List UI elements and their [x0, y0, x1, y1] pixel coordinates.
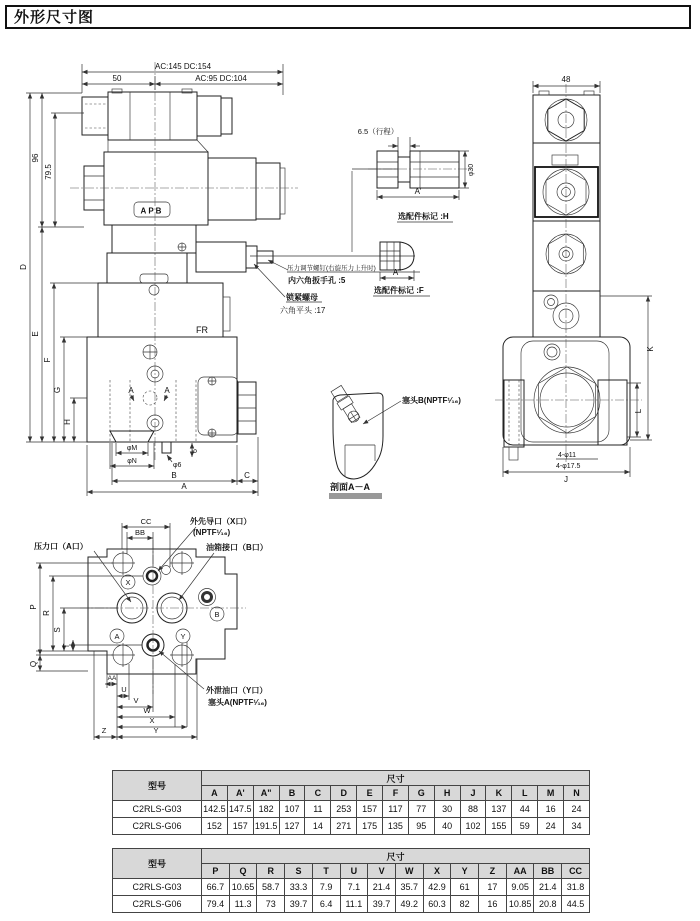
front-view-left-dimensions	[19, 93, 98, 442]
model-cell: C2RLS-G03	[113, 879, 202, 896]
plug-b	[330, 385, 362, 425]
table-col-header: L	[512, 786, 538, 801]
section-arrow-a-left: A	[128, 386, 134, 395]
ann-pilot-line1: 外先导口（X口）	[190, 517, 252, 526]
dim-cell: 271	[331, 818, 357, 835]
dim-cell: 175	[357, 818, 383, 835]
ann-lock-nut: 锁紧螺母	[286, 293, 318, 302]
table-col-header: BB	[534, 864, 562, 879]
table-col-header: A"	[253, 786, 279, 801]
table-col-header: D	[331, 786, 357, 801]
dim-f: F	[43, 357, 52, 363]
page-title: 外形尺寸图	[5, 5, 691, 29]
dim-cell: 30	[434, 801, 460, 818]
table-model-header: 型号	[113, 849, 202, 879]
dim-j: J	[564, 475, 568, 484]
table-col-header: N	[564, 786, 590, 801]
dim-48: 48	[561, 75, 571, 84]
dim-cell: 191.5	[253, 818, 279, 835]
dim-cell: 79.4	[202, 896, 230, 913]
dim-cell: 21.4	[368, 879, 396, 896]
dim-cell: 58.7	[257, 879, 285, 896]
dim-aa: AA	[107, 675, 117, 682]
dim-k: K	[646, 346, 655, 352]
dim-cell: 10.85	[506, 896, 534, 913]
dim-cell: 147.5	[227, 801, 253, 818]
dim-cell: 95	[408, 818, 434, 835]
port-label-a: A	[114, 632, 120, 641]
dim-cell: 88	[460, 801, 486, 818]
dim-cell: 9.05	[506, 879, 534, 896]
table-col-header: H	[434, 786, 460, 801]
dim-cell: 182	[253, 801, 279, 818]
section-view	[329, 385, 461, 499]
table-col-header: C	[305, 786, 331, 801]
dim-w: W	[143, 706, 151, 715]
dim-cell: 117	[383, 801, 409, 818]
dim-cell: 82	[451, 896, 479, 913]
ann-holes-large: 4-φ17.5	[556, 463, 581, 470]
dim-u: U	[121, 685, 127, 694]
table-row	[113, 879, 590, 896]
table-col-header: K	[486, 786, 512, 801]
model-cell: C2RLS-G03	[113, 801, 202, 818]
dim-s: S	[53, 627, 62, 633]
dim-cell: 35.7	[395, 879, 423, 896]
table-col-header: T	[312, 864, 340, 879]
ann-drain-line1: 外泄油口（Y口）	[206, 686, 268, 695]
dim-cell: 60.3	[423, 896, 451, 913]
dim-v: V	[133, 696, 139, 705]
dim-phi-m: φM	[126, 445, 138, 452]
dim-coil-offset: 50	[112, 74, 122, 83]
dimension-table-1	[112, 770, 590, 835]
dim-l: L	[634, 408, 643, 414]
table-col-header: F	[383, 786, 409, 801]
apb-badge: APB	[140, 206, 164, 216]
dim-b: B	[171, 471, 177, 480]
dim-cell: 10.65	[229, 879, 257, 896]
dim-cell: 7.9	[312, 879, 340, 896]
dim-stroke: 6.5（行程）	[357, 127, 399, 136]
dim-cell: 42.9	[423, 879, 451, 896]
dim-body-width: AC:95 DC:104	[195, 74, 247, 83]
solenoid-outline	[82, 89, 232, 152]
dim-cell: 127	[279, 818, 305, 835]
dim-cell: 14	[305, 818, 331, 835]
dim-cell: 107	[279, 801, 305, 818]
dim-cell: 16	[479, 896, 507, 913]
model-cell: C2RLS-G06	[113, 818, 202, 835]
table-col-header: CC	[562, 864, 590, 879]
dim-cell: 44.5	[562, 896, 590, 913]
dim-y: Y	[153, 726, 159, 735]
dim-h: H	[63, 419, 72, 425]
dim-cell: 137	[486, 801, 512, 818]
dim-phi-6: φ6	[173, 462, 182, 469]
dim-stud-6: 6	[192, 449, 199, 453]
dim-cell: 7.1	[340, 879, 368, 896]
ann-pilot-line2: (NPTF¹⁄₁₆)	[193, 528, 231, 537]
port-label-b: B	[214, 610, 220, 619]
dim-cell: 16	[538, 801, 564, 818]
ann-drain-line2: 塞头A(NPTF¹⁄₁₆)	[208, 698, 267, 707]
bottom-view	[29, 516, 268, 740]
dim-cell: 44	[512, 801, 538, 818]
table-col-header: V	[368, 864, 396, 879]
dim-d: D	[19, 264, 28, 270]
dim-r: R	[42, 610, 51, 616]
table-row	[113, 818, 590, 835]
dim-z: Z	[101, 726, 107, 735]
section-arrow-a-right: A	[164, 386, 170, 395]
dim-a: A	[181, 482, 187, 491]
dim-cell: 73	[257, 896, 285, 913]
table-col-header: Q	[229, 864, 257, 879]
dim-p: P	[29, 604, 38, 610]
table-col-header: Y	[451, 864, 479, 879]
dim-cell: 11	[305, 801, 331, 818]
dim-cell: 102	[460, 818, 486, 835]
table-col-header: X	[423, 864, 451, 879]
dim-cell: 142.5	[202, 801, 228, 818]
table-col-header: P	[202, 864, 230, 879]
dim-e: E	[31, 331, 40, 337]
dim-phi-30: φ30	[468, 163, 475, 177]
dim-cell: 31.8	[562, 879, 590, 896]
dim-cell: 40	[434, 818, 460, 835]
table-col-header: A'	[227, 786, 253, 801]
dim-cell: 152	[202, 818, 228, 835]
model-cell: C2RLS-G06	[113, 896, 202, 913]
side-view	[495, 75, 655, 484]
dim-cell: 49.2	[395, 896, 423, 913]
dim-bb: BB	[134, 528, 146, 537]
dim-c: C	[244, 471, 250, 480]
option-h-label: 选配件标记 :H	[398, 212, 449, 221]
dim-cc: CC	[140, 517, 152, 526]
ann-hex-flat: 六角平头 :17	[280, 306, 326, 315]
ann-hex-hole: 内六角扳手孔 :5	[288, 276, 346, 285]
ann-holes-small: 4-φ11	[558, 452, 577, 459]
valve-body-outline	[70, 62, 298, 460]
port-label-y: Y	[180, 632, 186, 641]
dim-phi-n: φN	[127, 458, 137, 465]
table-dim-header: 尺寸	[202, 771, 590, 786]
table-model-header: 型号	[113, 771, 202, 801]
ann-pressure: 压力口（A口）	[34, 542, 88, 551]
dim-g: G	[53, 386, 62, 394]
table-col-header: U	[340, 864, 368, 879]
table-col-header: S	[285, 864, 313, 879]
dim-cell: 33.3	[285, 879, 313, 896]
table-col-header: R	[257, 864, 285, 879]
fr-label: FR	[196, 325, 208, 335]
dim-cell: 24	[564, 801, 590, 818]
table-col-header: W	[395, 864, 423, 879]
dim-cell: 6.4	[312, 896, 340, 913]
dim-cell: 61	[451, 879, 479, 896]
dim-cell: 34	[564, 818, 590, 835]
table-row	[113, 896, 590, 913]
dim-cell: 39.7	[285, 896, 313, 913]
dim-a-prime: A'	[414, 187, 422, 196]
ann-adjust-screw: 压力调节螺钉(右旋压力上升时)	[287, 265, 376, 272]
dim-t: T	[62, 643, 71, 649]
section-caption-bar	[329, 493, 382, 499]
table-col-header: B	[279, 786, 305, 801]
table-col-header: M	[538, 786, 564, 801]
dim-cell: 11.1	[340, 896, 368, 913]
dim-cell: 17	[479, 879, 507, 896]
dim-cell: 135	[383, 818, 409, 835]
ann-plug-b: 塞头B(NPTF¹⁄₁₆)	[402, 396, 461, 405]
option-f-label: 选配件标记 :F	[374, 286, 424, 295]
table-col-header: AA	[506, 864, 534, 879]
dim-cell: 157	[227, 818, 253, 835]
table-col-header: A	[202, 786, 228, 801]
table-col-header: G	[408, 786, 434, 801]
dim-total-width: AC:145 DC:154	[154, 62, 212, 71]
cap-nut-detail	[373, 242, 430, 296]
table-col-header: Z	[479, 864, 507, 879]
dim-79-5: 79.5	[44, 164, 53, 180]
table-col-header: E	[357, 786, 383, 801]
dim-x: X	[149, 716, 155, 725]
dim-cell: 21.4	[534, 879, 562, 896]
dim-cell: 253	[331, 801, 357, 818]
table-row	[113, 801, 590, 818]
dimension-table-2	[112, 848, 590, 913]
dim-cell: 155	[486, 818, 512, 835]
dim-cell: 11.3	[229, 896, 257, 913]
dim-96: 96	[31, 153, 40, 163]
valve-lower-outline	[87, 225, 273, 453]
dim-a-double-prime: A"	[392, 268, 402, 277]
ann-tank: 油箱接口（B口）	[206, 543, 268, 552]
dim-cell: 157	[357, 801, 383, 818]
dim-cell: 77	[408, 801, 434, 818]
dim-q: Q	[29, 660, 38, 668]
front-view-bottom-dimensions	[87, 437, 258, 496]
table-col-header: J	[460, 786, 486, 801]
dim-cell: 20.8	[534, 896, 562, 913]
dim-cell: 39.7	[368, 896, 396, 913]
section-caption: 剖面A－A	[330, 482, 370, 492]
dim-cell: 66.7	[202, 879, 230, 896]
table-dim-header: 尺寸	[202, 849, 590, 864]
dim-cell: 24	[538, 818, 564, 835]
dim-cell: 59	[512, 818, 538, 835]
port-label-x: X	[125, 578, 131, 587]
handle-detail	[352, 126, 475, 252]
pilot-port-x	[143, 567, 161, 585]
